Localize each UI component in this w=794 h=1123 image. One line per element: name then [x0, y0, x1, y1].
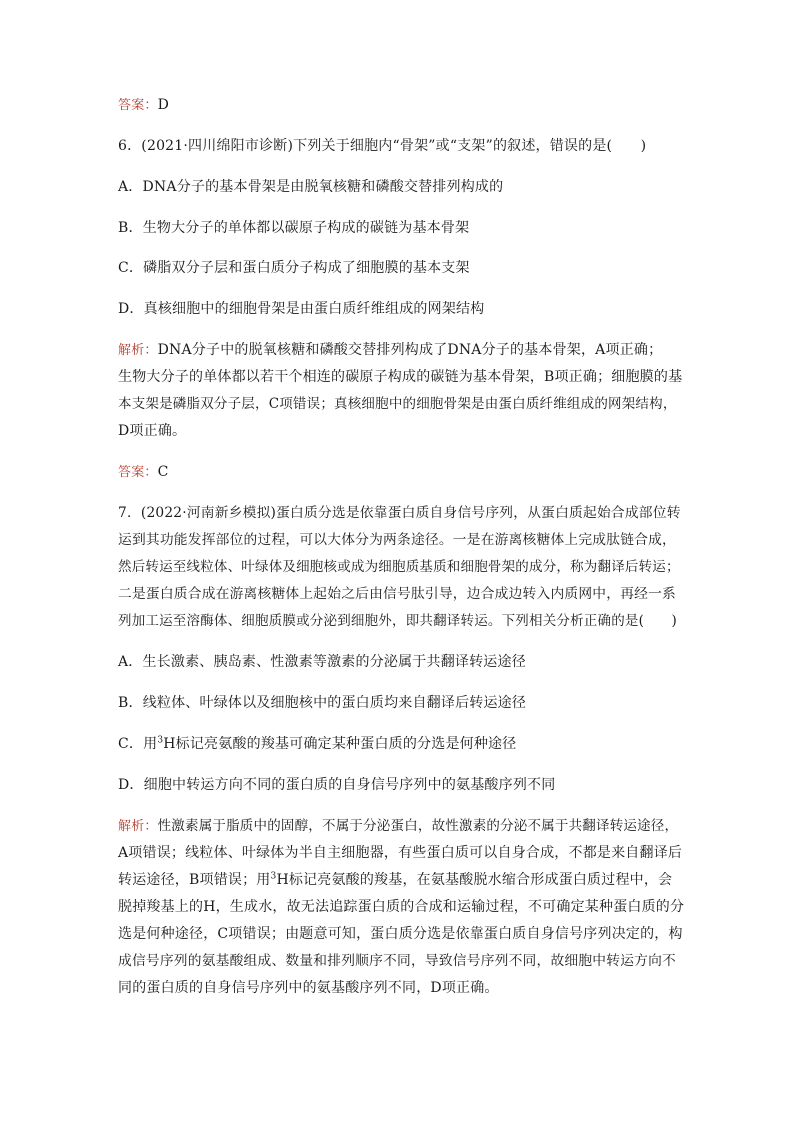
answer-label: 答案：: [118, 465, 158, 480]
option-c-rest: H标记亮氨酸的羧基可确定某种蛋白质的分选是何种途径: [163, 736, 517, 752]
question-7-explanation-line-7: 同的蛋白质的自身信号序列中的氨基酸序列不同，D项正确。: [118, 980, 499, 996]
explanation-label: 解析：: [118, 343, 158, 358]
answer-line-1: [118, 96, 169, 115]
question-7-stem-line-2: 运到其功能发挥部位的过程，可以大体分为两条途径。一是在游离核糖体上完成肽链合成，: [118, 532, 677, 548]
question-6-explanation-line-4: D项正确。: [118, 423, 187, 439]
question-7-explanation-line-6: 成信号序列的氨基酸组成、数量和排列顺序不同，导致信号序列不同，故细胞中转运方向不: [118, 953, 677, 969]
question-6-option-c: C．磷脂双分子层和蛋白质分子构成了细胞膜的基本支架: [118, 260, 470, 276]
superscript-3: 3: [270, 871, 277, 882]
question-7-stem-line-1: 7．(2022·河南新乡模拟)蛋白质分选是依靠蛋白质自身信号序列，从蛋白质起始合成部位转: [118, 505, 681, 521]
answer-label: 答案：: [118, 98, 158, 113]
question-7-explanation-line-3: [118, 871, 672, 889]
superscript-3: 3: [157, 735, 164, 746]
question-7-stem-line-4: 二是蛋白质合成在游离核糖体上起始之后由信号肽引导，边合成边转入内质网中，再经一系: [118, 586, 677, 602]
question-6-explanation-line-1: [118, 341, 662, 360]
question-7-option-d: D．细胞中转运方向不同的蛋白质的自身信号序列中的氨基酸序列不同: [118, 777, 556, 793]
question-6-stem: 6．(2021·四川绵阳市诊断)下列关于细胞内“骨架”或“支架”的叙述，错误的是( ): [118, 138, 647, 154]
explanation-text: DNA分子中的脱氧核糖和磷酸交替排列构成了DNA分子的基本骨架，A项正确；: [157, 342, 663, 358]
question-7-option-a: A．生长激素、胰岛素、性激素等激素的分泌属于共翻译转运途径: [118, 654, 526, 670]
option-c-prefix: C．用: [118, 736, 158, 752]
explanation-line-3-prefix: 转运途径，B项错误；用: [118, 872, 271, 888]
answer-line-2: [118, 463, 169, 482]
question-7-explanation-line-5: 选是何种途径，C项错误；由题意可知，蛋白质分选是依靠蛋白质自身信号序列决定的，构: [118, 926, 683, 942]
question-7-explanation-line-2: A项错误；线粒体、叶绿体为半自主细胞器，有些蛋白质可以自身合成，不都是来自翻译后: [118, 845, 683, 861]
explanation-text: 性激素属于脂质中的固醇，不属于分泌蛋白，故性激素的分泌不属于共翻译转运途径，: [157, 818, 679, 834]
question-7-stem-line-5: 列加工运至溶酶体、细胞质膜或分泌到细胞外，即共翻译转运。下列相关分析正确的是( ): [118, 613, 677, 629]
question-7-option-b: B．线粒体、叶绿体以及细胞核中的蛋白质均来自翻译后转运途径: [118, 695, 527, 711]
question-6-explanation-line-2: 生物大分子的单体都以若干个相连的碳原子构成的碳链为基本骨架，B项正确；细胞膜的基: [118, 369, 683, 385]
question-6-option-b: B．生物大分子的单体都以碳原子构成的碳链为基本骨架: [118, 220, 470, 236]
question-6-option-a: A．DNA分子的基本骨架是由脱氧核糖和磷酸交替排列构成的: [118, 179, 504, 195]
answer-value: C: [157, 464, 169, 480]
question-6-explanation-line-3: 本支架是磷脂双分子层，C项错误；真核细胞中的细胞骨架是由蛋白质纤维组成的网架结构，: [118, 396, 677, 412]
explanation-label: 解析：: [118, 819, 158, 834]
answer-value: D: [157, 97, 170, 113]
question-7-option-c: [118, 735, 516, 753]
question-7-explanation-line-1: [118, 817, 678, 836]
explanation-line-3-rest: H标记亮氨酸的羧基，在氨基酸脱水缩合形成蛋白质过程中，会: [276, 872, 673, 888]
question-7-explanation-line-4: 脱掉羧基上的H，生成水，故无法追踪蛋白质的合成和运输过程，不可确定某种蛋白质的分: [118, 899, 685, 915]
question-6-option-d: D．真核细胞中的细胞骨架是由蛋白质纤维组成的网架结构: [118, 301, 485, 317]
question-7-stem-line-3: 然后转运至线粒体、叶绿体及细胞核或成为细胞质基质和细胞骨架的成分，称为翻译后转运；: [118, 559, 680, 575]
